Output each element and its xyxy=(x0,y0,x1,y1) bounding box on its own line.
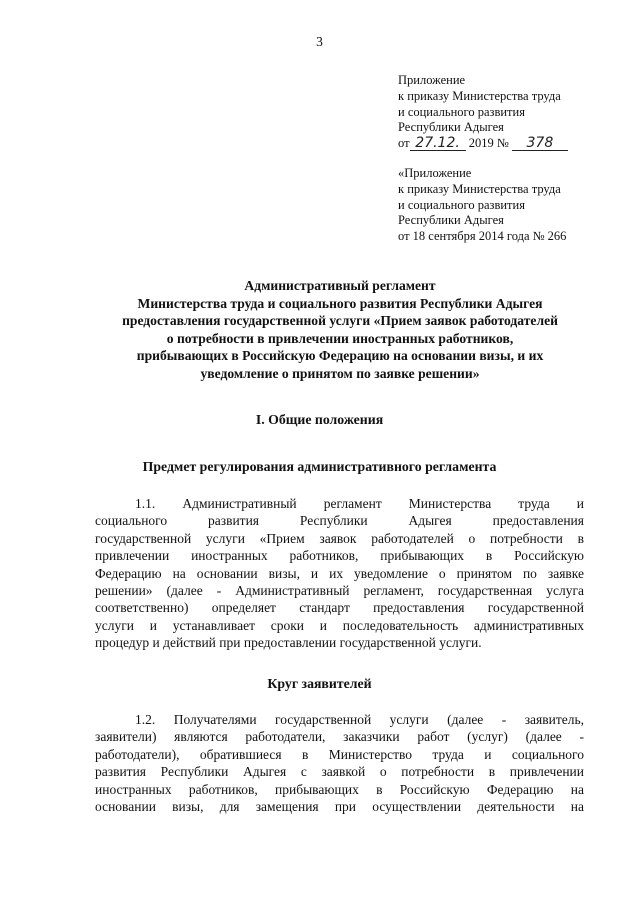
paragraph-line: социального развития Республики Адыгея предоставления xyxy=(95,513,584,529)
title-line: Административный регламент xyxy=(244,278,436,293)
title-line: уведомление о принятом по заявке решении» xyxy=(200,365,480,381)
date-prefix: от xyxy=(398,136,410,151)
paragraph-line: основании визы, для замещения при осуществлении деятельности на xyxy=(95,799,584,815)
paragraph-line: Федерацию на основании визы, и их уведомление о принятом по заявке xyxy=(95,565,584,581)
appendix-line: к приказу Министерства труда xyxy=(398,88,561,103)
appendix-line: «Приложение xyxy=(398,166,472,180)
paragraph-line: работодатели), обратившиеся в Министерство труда и социального xyxy=(95,746,584,762)
appendix-line: от 18 сентября 2014 года № 266 xyxy=(398,229,567,244)
title-line: о потребности в привлечении иностранных работников, xyxy=(166,330,514,346)
paragraph-1-1 xyxy=(95,495,584,652)
paragraph-line: соответственно) определяет стандарт предоставления государственной xyxy=(95,600,584,616)
title-line: Министерства труда и социального развития Республики Адыгея xyxy=(137,295,543,311)
title-line: предоставления государственной услуги «Прием заявок работодателей xyxy=(122,313,558,329)
subheading-applicants: Круг заявителей xyxy=(267,676,372,691)
section-heading: I. Общие положения xyxy=(255,412,384,427)
document-title xyxy=(70,277,610,383)
paragraph-line: 1.2. Получателями государственной услуги (далее - заявитель, xyxy=(135,712,584,727)
title-line: прибывающих в Российскую Федерацию на основании визы, и их xyxy=(136,348,544,364)
appendix-date-line xyxy=(398,136,568,152)
appendix-line: и социального развития xyxy=(398,197,525,212)
appendix-line: Приложение xyxy=(398,73,466,87)
paragraph-line: развития Республики Адыгея с заявкой о потребности в привлечении xyxy=(95,764,584,780)
appendix-line: к приказу Министерства труда xyxy=(398,181,561,196)
appendix-previous-order xyxy=(398,166,566,245)
subheading-regulation-subject: Предмет регулирования административного регламента xyxy=(142,459,497,474)
paragraph-line: услуги и устанавливает сроки и последовательность административных xyxy=(95,617,584,633)
paragraph-line: решении» (далее - Административный регламент, государственная услуга xyxy=(95,583,584,599)
date-year: 2019 № xyxy=(468,136,509,151)
appendix-line: и социального развития xyxy=(398,104,525,119)
handwritten-date: 27.12. xyxy=(410,137,466,151)
paragraph-line: 1.1. Административный регламент Министерства труда и xyxy=(135,496,584,511)
paragraph-line: государственной услуги «Прием заявок работодателей о потребности в xyxy=(95,530,584,546)
paragraph-line: заявители) являются работодатели, заказчики работ (услуг) (далее - xyxy=(95,729,584,745)
appendix-line: Республики Адыгея xyxy=(398,120,504,135)
paragraph-1-2 xyxy=(95,711,584,815)
appendix-current-order xyxy=(398,73,568,152)
paragraph-line: иностранных работников, прибывающих в Российскую Федерацию на xyxy=(95,781,584,797)
appendix-line: Республики Адыгея xyxy=(398,213,504,228)
page-number: 3 xyxy=(316,34,323,49)
paragraph-line: процедур и действий при предоставлении государственной услуги. xyxy=(95,635,482,651)
paragraph-line: привлечении иностранных работников, прибывающих в Российскую xyxy=(95,548,584,564)
handwritten-number: 378 xyxy=(512,137,568,151)
